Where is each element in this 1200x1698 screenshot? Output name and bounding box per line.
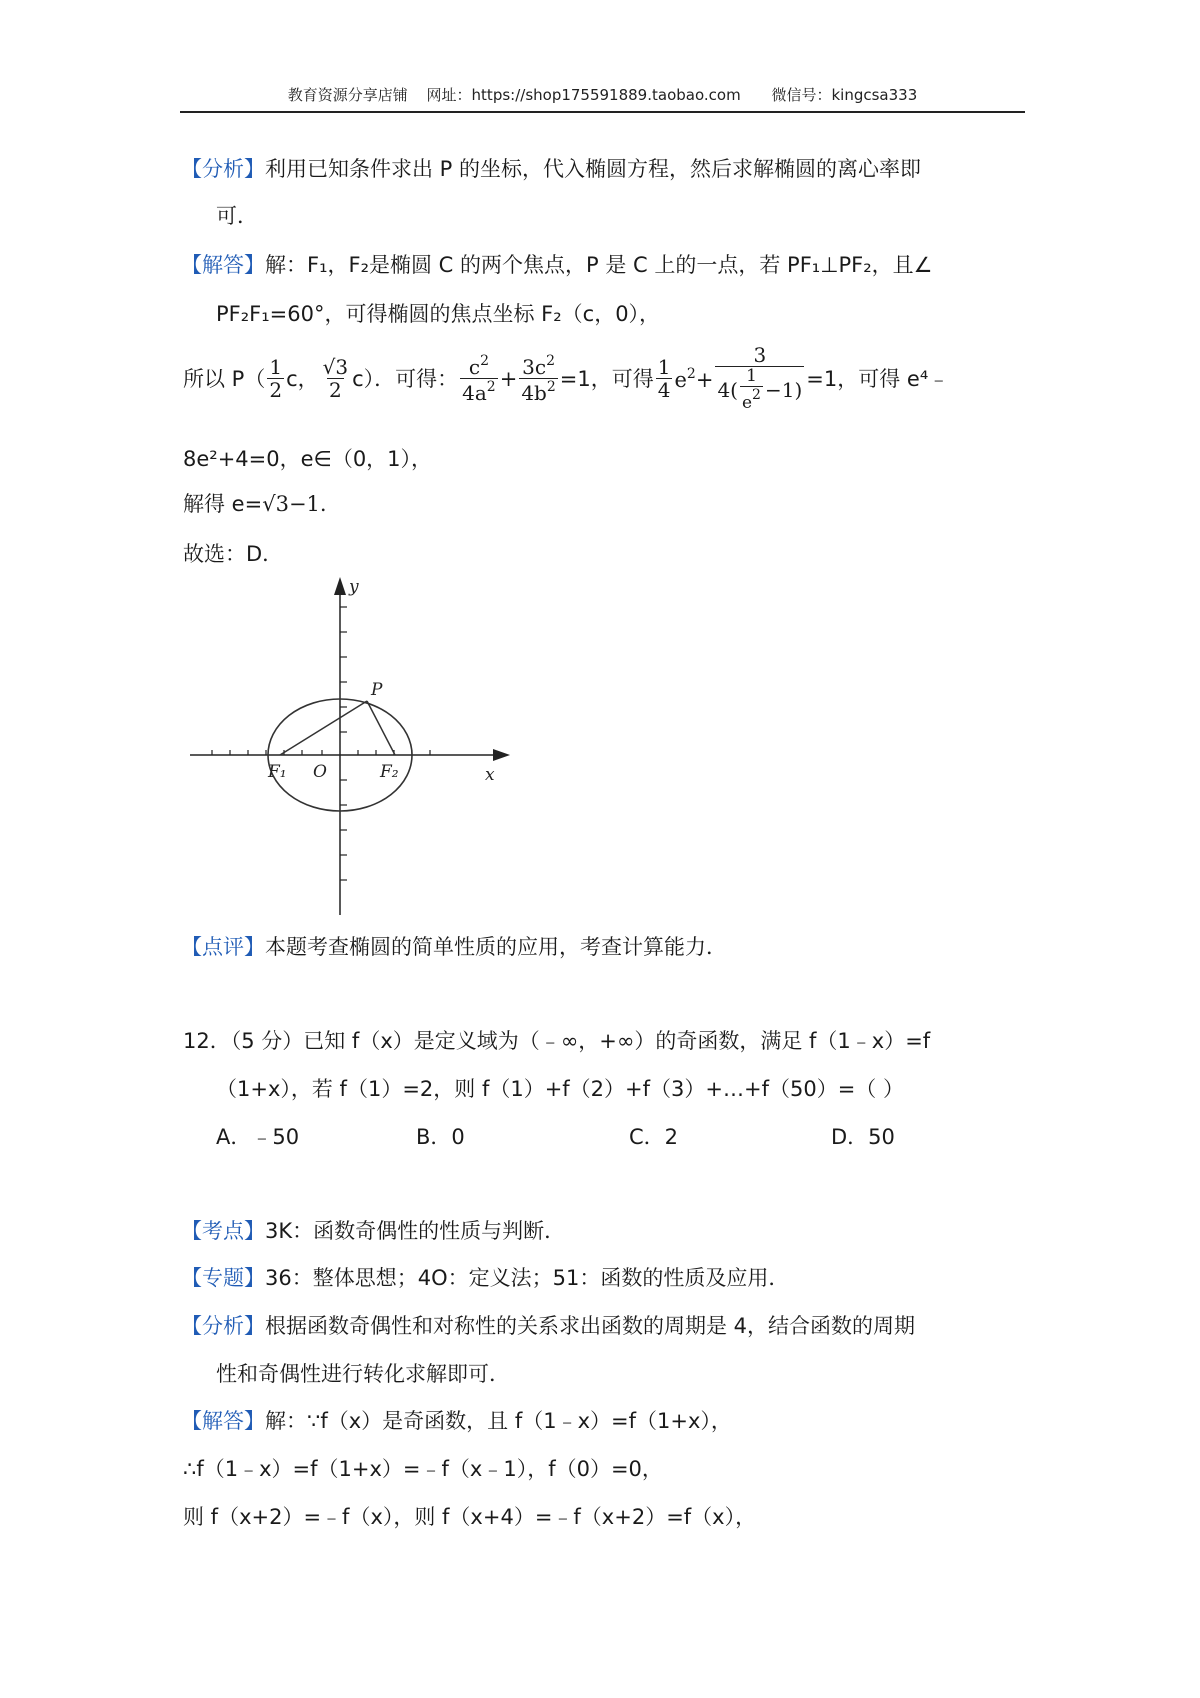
segment-pf1 [280,701,367,755]
y-axis-arrow [334,577,346,595]
origin-label: O [313,762,327,782]
q12-option-d: D．50 [831,1125,895,1149]
fraction-sqrt3-half: $\frac{√3}{2}$ [322,355,349,402]
q12-answer-line-1: 【解答】解：∵f（x）是奇函数，且 f（1﹣x）=f（1+x）， [181,1409,732,1433]
q11-analysis-line-1: 【分析】利用已知条件求出 P 的坐标，代入椭圆方程，然后求解椭圆的离心率即 [181,157,922,181]
analysis-tag: 【分析】 [181,157,265,181]
point-f2-label: F₂ [380,762,399,782]
header-shop: 教育资源分享店铺 [287,86,408,104]
q11-result-line: 解得 e=√3−1. [183,492,327,516]
y-label: y [349,577,359,597]
comment-tag: 【点评】 [181,935,265,959]
q12-topic-line: 【专题】36：整体思想；4O：定义法；51：函数的性质及应用． [181,1266,790,1290]
point-f1-label: F₁ [268,762,287,782]
topic-tag: 【专题】 [181,1266,265,1290]
q11-answer-line-1: 【解答】解：F₁，F₂是椭圆 C 的两个焦点，P 是 C 上的一点，若 PF₁⊥PF₂，且∠ [181,253,933,277]
q12-stem-line-1: 12．（5 分）已知 f（x）是定义域为（﹣∞，+∞）的奇函数，满足 f（1﹣x）=f [183,1029,931,1053]
header-url: 网址：https://shop175591889.taobao.com [426,86,741,104]
q11-comment-line: 【点评】本题考查椭圆的简单性质的应用，考查计算能力． [181,935,727,959]
q12-stem-line-2: （1+x），若 f（1）=2，则 f（1）+f（2）+f（3）+…+f（50）=（ ） [216,1077,904,1101]
q11-analysis-line-2: 可． [216,204,258,228]
fraction-3-over-expr: 3 4( $\frac{1}{e^2}$ −1) [717,343,803,414]
q11-answer-line-2: PF₂F₁=60°，可得椭圆的焦点坐标 F₂（c，0）， [216,302,661,326]
x-label: x [485,765,495,785]
page-header [180,84,1025,108]
header-wechat: 微信号：kingcsa333 [771,86,918,104]
q11-derivation-line: 所以 P（ $\frac{1}{2}$ c， $\frac{√3}{2}$ c）．可得： $\frac{c^2}{4a^2}$ + $\frac{3c^2}{4b^2}$ =1，可得 $\frac{1}{4}$ $e^2+$ 3 4( $\frac{1}{e^2}$ −1) =1，可得 e⁴﹣ [183,343,950,414]
q12-option-b: B．0 [416,1125,465,1149]
q11-choice-line: 故选：D． [183,542,284,566]
q12-point-line: 【考点】3K：函数奇偶性的性质与判断． [181,1219,566,1243]
q12-option-c: C．2 [629,1125,679,1149]
q11-equation-line: 8e²+4=0，e∈（0，1）， [183,447,433,471]
q12-answer-line-2: ∴f（1﹣x）=f（1+x）=﹣f（x﹣1），f（0）=0， [183,1457,663,1481]
q12-analysis-line-2: 性和奇偶性进行转化求解即可． [216,1362,510,1386]
ellipse-figure [185,575,515,920]
q12-answer-line-3: 则 f（x+2）=﹣f（x），则 f（x+4）=﹣f（x+2）=f（x）， [183,1505,757,1529]
fraction-half: $\frac{1}{2}$ [269,355,283,402]
point-tag: 【考点】 [181,1219,265,1243]
q12-analysis-line-1: 【分析】根据函数奇偶性和对称性的关系求出函数的周期是 4，结合函数的周期 [181,1314,916,1338]
point-p-label: P [371,680,383,700]
y-axis-ticks [340,607,347,880]
x-axis-arrow [493,749,510,761]
fraction-c2-4a2: $\frac{c^2}{4a^2}$ [462,352,496,405]
q12-option-a: A．﹣50 [216,1125,300,1149]
header-divider [180,111,1025,113]
fraction-3c2-4b2: $\frac{3c^2}{4b^2}$ [521,352,556,405]
fraction-quarter: $\frac{1}{4}$ [657,355,671,402]
q12-answer-tag: 【解答】 [181,1409,265,1433]
q12-analysis-tag: 【分析】 [181,1314,265,1338]
answer-tag: 【解答】 [181,253,265,277]
